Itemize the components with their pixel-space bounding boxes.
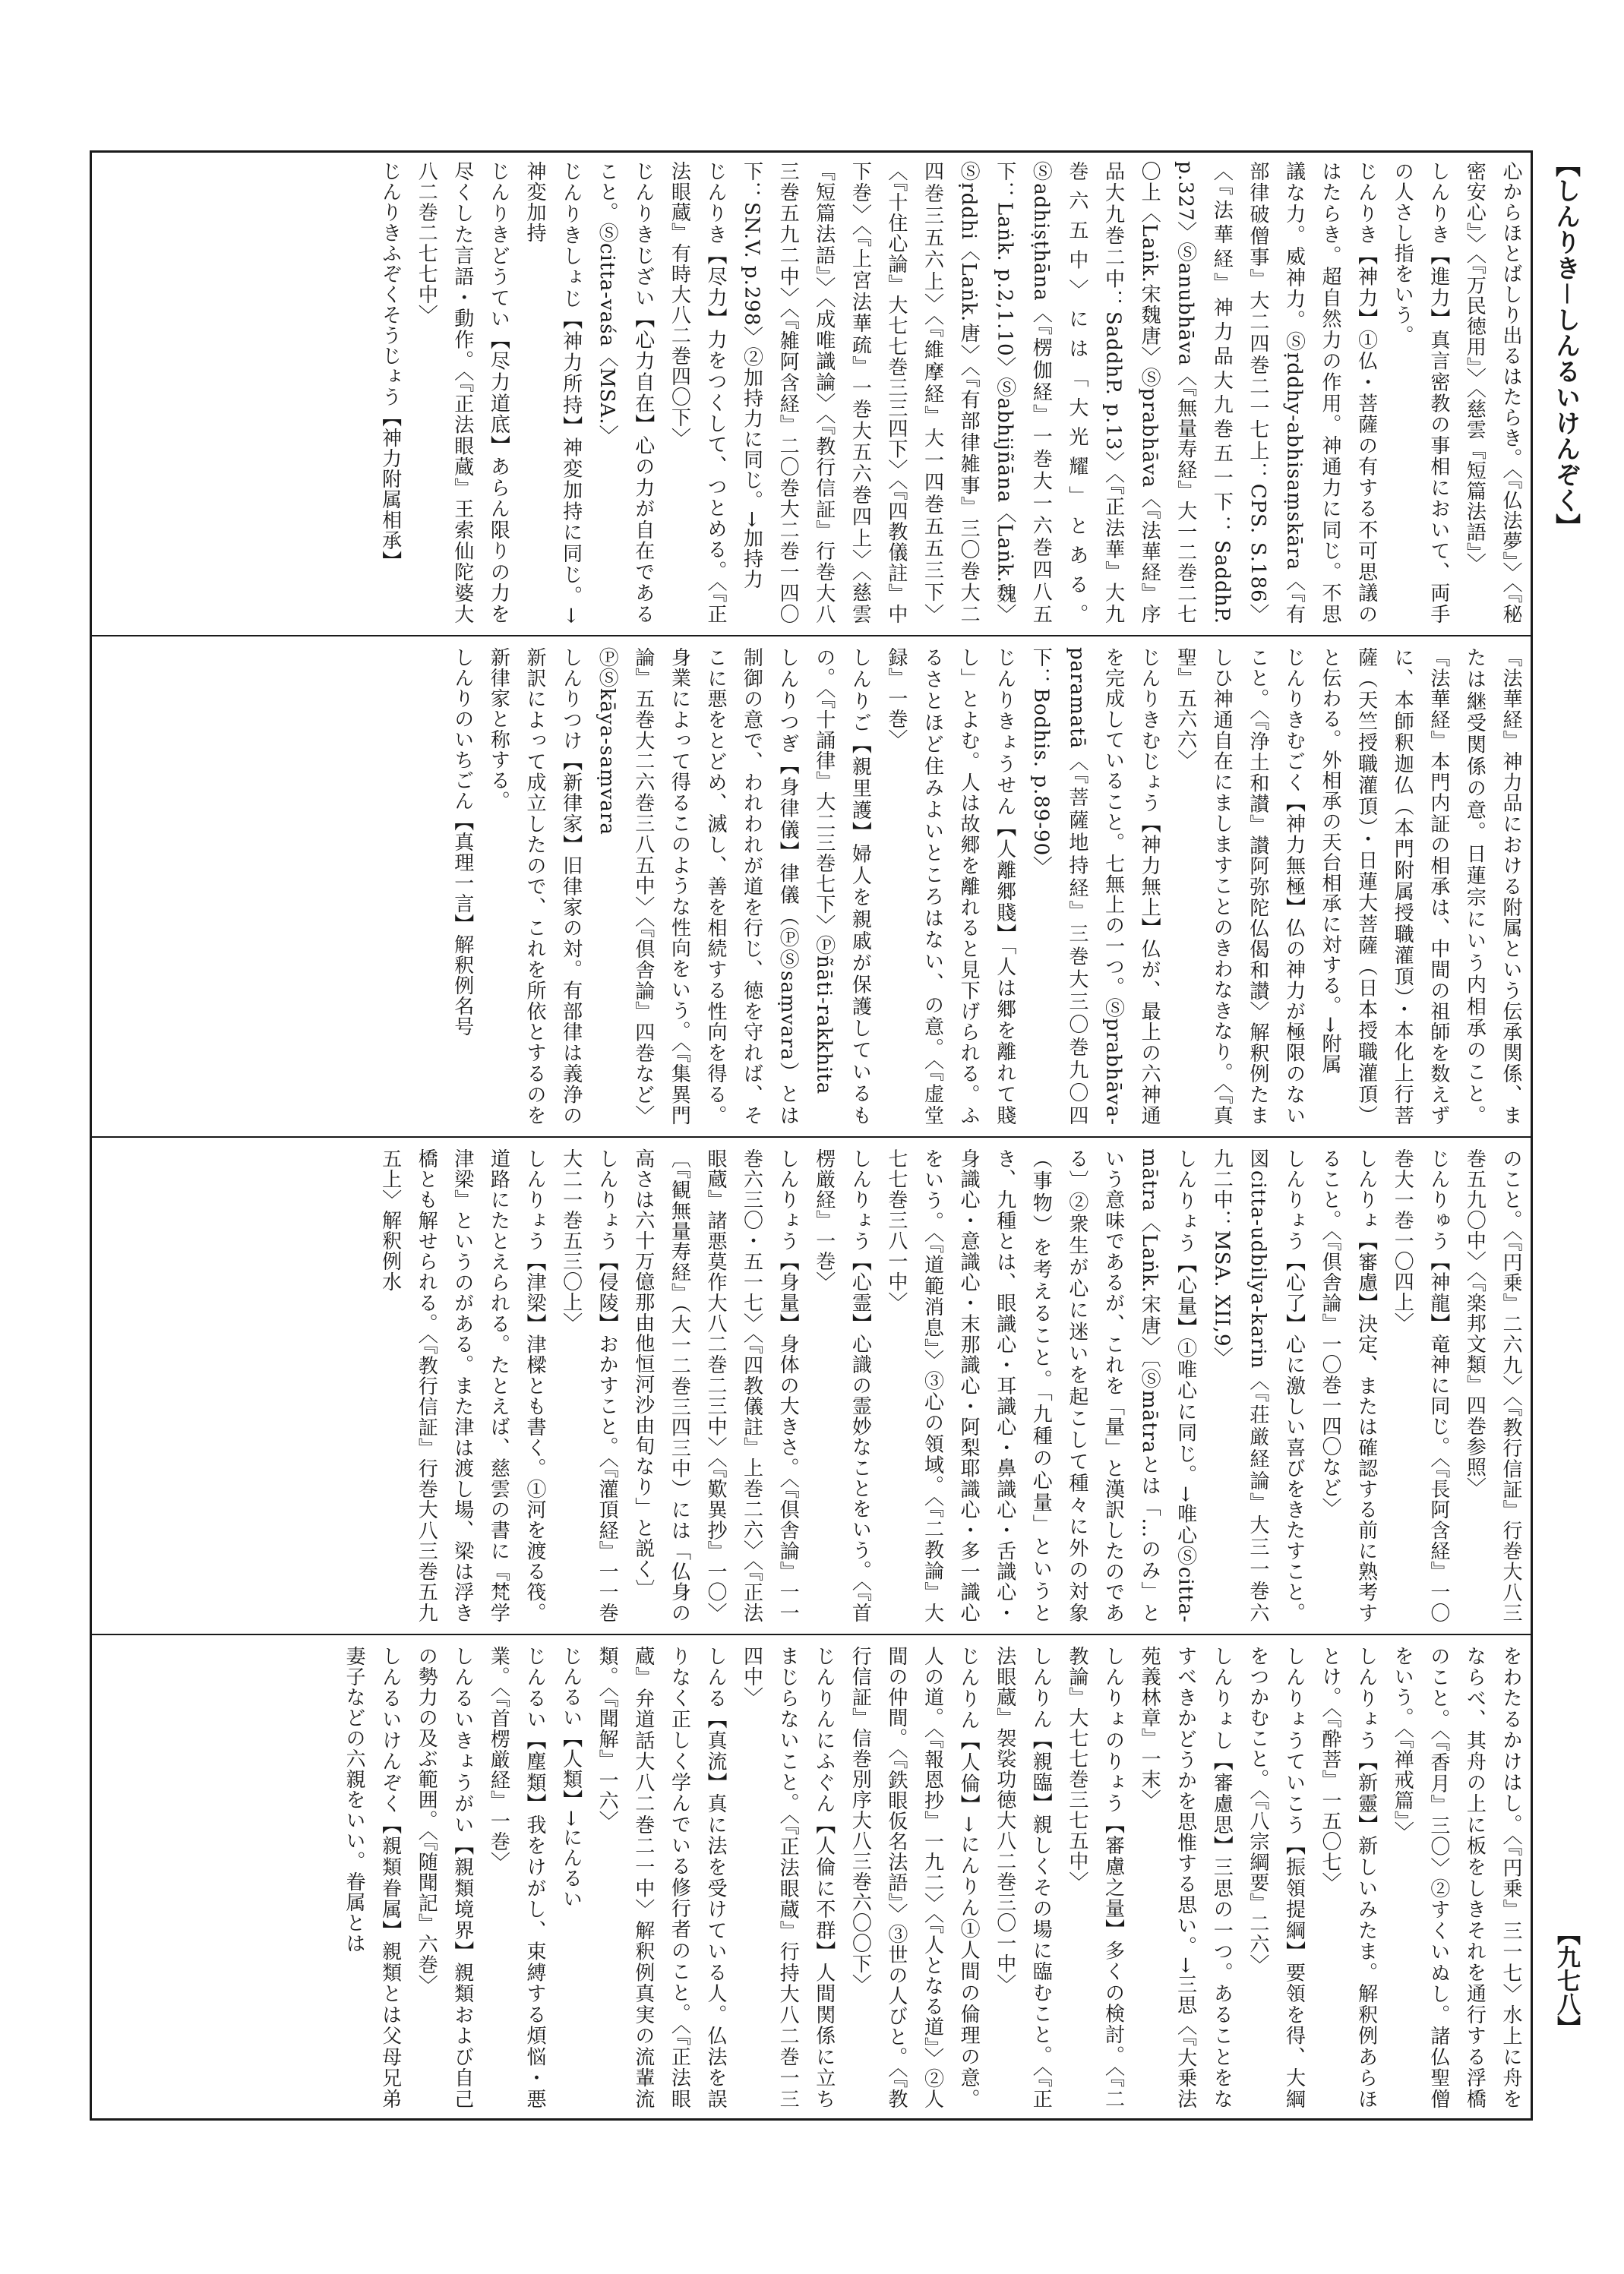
dictionary-entry: じんりんにふぐん【人倫に不群】人間関係に立ちまじらないこと。〈『正法眼蔵』行持大八二巻一三四中〉 <box>740 1646 836 2109</box>
dictionary-entry: しんりょう【身量】身体の大きさ。〈『倶舎論』一一巻六三〇・五一七〉〈『四教儀註』上巻二六〉〈『正法眼蔵』諸悪莫作大八二巻二三中〉〈『歎異抄』一〇〉〔『観無量寿経』（大一二巻三四三中）には「仏身の高さは六十万億那由他恒河沙由旬なり」と説く〕 <box>631 1148 800 1623</box>
dictionary-entry: しんりょのりょう【審慮之量】多くの検討。〈『二教論』大七七巻三七五中〉 <box>1065 1646 1125 2109</box>
dictionary-entry: じんりん【人倫】→にんりん①人間の倫理の意。人の道。〈『報恩抄』一九二〉〈『人となる道』〉②人間の仲間。〈『鉄眼仮名法語』〉③世の人びと。〈『教行信証』信巻別序大八三巻六〇〇下〉 <box>848 1646 981 2109</box>
dictionary-entry: しんるいきょうがい【親類境界】親類および自己の勢力の及ぶ範囲。〈『随聞記』六巻〉 <box>415 1646 474 2109</box>
register-3 <box>94 1148 1528 1623</box>
dictionary-entry: をわたるかけはし。〈『円乗』三一七〉水上に舟をならべ、其舟の上に板をしきそれを通行する浮橋のこと。〈『香月』三〇〉②すくいぬし。諸仏聖僧をいう。〈『禅戒篇』〉 <box>1391 1646 1522 2109</box>
dictionary-entry: しんりょし【審慮思】三思の一つ。あることをなすべきかどうかを思惟する思い。→三思〈『大乗法苑義林章』一末〉 <box>1138 1646 1234 2109</box>
dictionary-entry: じんりきどうてい【尽力道底】あらん限りの力を尽くした言語・動作。〈『正法眼蔵』王索仙陀婆大八二巻二七七中〉 <box>415 161 510 624</box>
dictionary-entry: しんりょうていこう【振領提綱】要領を得、大綱をつかむこと。〈『八宗綱要』二六〉 <box>1246 1646 1306 2109</box>
dictionary-entry: じんりきむごく【神力無極】仏の神力が極限のないこと。〈『浄土和讃』讃阿弥陀仏偈和讃〉解釈例たましひ神通自在にましますことのきわなきなり。〈『真聖』五六六〉 <box>1174 647 1306 1126</box>
dictionary-entry: しんりょう【心了】心に激しい喜びをきたすこと。図citta-udbilya-karin〈『荘厳経論』大三一巻六九二中：MSA. XII,9〉 <box>1210 1148 1306 1623</box>
dictionary-entry: しんるいけんぞく【親類眷属】親類とは父母兄弟妻子などの六親をいい。眷属とは <box>343 1646 402 2109</box>
dictionary-entry: じんりきふぞくそうじょう【神力附属相承】 <box>378 161 402 571</box>
dictionary-entry: じんるい【塵類】我をけがし、束縛する煩悩・悪業。〈『首楞厳経』一巻〉 <box>487 1646 546 2109</box>
dictionary-entry: しんりん【親臨】親しくその場に臨むこと。〈『正法眼蔵』袈裟功徳大八二巻三〇一中〉 <box>993 1646 1053 2109</box>
running-header: 【しんりき－しんるいけんぞく】 <box>1552 152 1581 539</box>
page-number: 【九七八】 <box>1553 1922 1580 2039</box>
dictionary-entry: しんりつぎ【身律儀】律儀（ⓅⓈsaṃvara）とは制御の意で、われわれが道を行じ、徳を守れば、そこに悪をとどめ、滅し、善を相続する性向を得る。身業によって得るこのような性向をいう。〈『集異門論』五巻大二六巻三八五中〉〈『倶舎論』四巻など〉ⓅⓈkāya-saṃvara <box>596 647 800 1126</box>
dictionary-entry: しんりょう【心量】①唯心に同じ。→唯心Ⓢcitta-mātra〈Laṅk.宋唐〉〔Ⓢmātraとは「…のみ」という意味であるが、これを「量」と漢訳したのである〕②衆生が心に迷いを起こして種々に外の対象（事物）を考えること。「九種の心量」というとき、九種とは、眼識心・耳識心・鼻識心・舌識心・身識心・意識心・末那識心・阿梨耶識心・多一識心をいう。〈『道範消息』〉③心の領域。〈『二教論』大七七巻三八一中〉 <box>884 1148 1197 1623</box>
dictionary-entry: しんりょう【侵陵】おかすこと。〈『灌頂経』一一巻大二一巻五三〇上〉 <box>559 1148 619 1623</box>
dictionary-entry: じんりきしょじ【神力所持】神変加持に同じ。→神変加持 <box>523 161 583 624</box>
dictionary-entry: じんりき【尽力】力をつくして、つとめる。〈『正法眼蔵』有時大八二巻四〇下〉 <box>668 161 727 624</box>
register-1 <box>94 161 1528 624</box>
dictionary-entry: のこと。〈『円乗』二六九〉〈『教行信証』行巻大八三巻五九〇中〉〈『楽邦文類』四巻参照〉 <box>1463 1148 1522 1623</box>
dictionary-entry: じんりきむじょう【神力無上】仏が、最上の六神通を完成していること。七無上の一つ。Ⓢprabhāva-paramatā〈『菩薩地持経』三巻大三〇巻九〇四下：Bodhis. p.89-90〉 <box>1029 647 1161 1126</box>
dictionary-entry: じんりきょうせん【人離郷賤】「人は郷を離れて賤し」とよむ。人は故郷を離れると見下げられる。ふるさとほど住みよいところはない、の意。〈『虚堂録』一巻〉 <box>884 647 1016 1126</box>
dictionary-entry: しんりょう【津梁】津樑とも書く。①河を渡る筏。道路にたとえられる。たとえば、慈雲の書に『梵学津梁』というのがある。また津は渡し場、梁は浮き橋とも解せられる。〈『教行信証』行巻大八三巻五九五上〉解釈例水 <box>378 1148 546 1623</box>
dictionary-entry: 心からほとばしり出るはたらき。〈『仏法夢』〉〈『秘密安心』〉〈『万民徳用』〉〈慈雲『短篇法語』〉 <box>1463 161 1522 624</box>
dictionary-entry: しんりのいちごん【真理一言】解釈例名号 <box>450 647 474 1037</box>
register-4 <box>94 1646 1528 2109</box>
register-divider <box>90 635 1533 636</box>
dictionary-entry: じんるい【人類】→にんるい <box>559 1646 583 1909</box>
register-divider <box>90 1136 1533 1138</box>
dictionary-entry: じんりゅう【神龍】竜神に同じ。〈『長阿含経』一〇巻大一巻一〇四上〉 <box>1391 1148 1450 1623</box>
register-2 <box>94 647 1528 1126</box>
dictionary-entry: しんりつけ【新律家】旧律家の対。有部律は義浄の新訳によって成立したので、これを所依とするのを新律家と称する。 <box>487 647 583 1126</box>
dictionary-entry: しんりご【親里護】婦人を親戚が保護しているもの。〈『十誦律』大二三巻七下〉Ⓟñāti-rakkhita <box>812 647 872 1126</box>
register-divider <box>90 1634 1533 1635</box>
dictionary-entry: しんりょ【審慮】決定、または確認する前に熟考すること。〈『倶舎論』一〇巻一四〇など〉 <box>1319 1148 1378 1623</box>
dictionary-entry: じんりきじざい【心力自在】心の力が自在であること。Ⓢcitta-vaśa〈MSA.〉 <box>596 161 655 624</box>
dictionary-entry: 『法華経』神力品における附属という伝承関係、または継受関係の意。日蓮宗にいう内相承のこと。『法華経』本門内証の相承は、中間の祖師を数えずに、本師釈迦仏（本門附属授職灌頂）・本化上行菩薩（天竺授職灌頂）・日蓮大菩薩（日本授職灌頂）と伝わる。外相承の天台相承に対する。→附属 <box>1319 647 1522 1126</box>
dictionary-entry: しんりょう【新靈】新しいみたま。解釈例あらほとけ。〈『酔菩』一五〇七〉 <box>1319 1646 1378 2109</box>
dictionary-entry: しんりょう【心霊】心識の霊妙なことをいう。〈『首楞厳経』一巻〉 <box>812 1148 872 1623</box>
dictionary-entry: しんりき【進力】真言密教の事相において、両手の人さし指をいう。 <box>1391 161 1450 624</box>
dictionary-entry: じんりき【神力】①仏・菩薩の有する不可思議のはたらき。超自然力の作用。神通力に同じ。不思議な力。威神力。Ⓢṛddhy-abhisaṃskāra〈『有部律破僧事』大二四巻二一七上：CPS. S.186〉〈『法華経』神力品大九巻五一下：SaddhP. p.327〉Ⓢanubhāva〈『無量寿経』大一二巻二七〇上〈Laṅk.宋魏唐〉Ⓢprabhāva〈『法華経』序品大九巻二中：SaddhP. p.13〉〈『正法華』大九巻六五中〉には「大光耀」とある。Ⓢadhiṣṭhāna〈『楞伽経』一巻大一六巻四八五下：Laṅk. p.2,1.10〉Ⓢabhijñāna〈Laṅk.魏〉Ⓢṛddhi〈Laṅk.唐〉〈『有部律雑事』三〇巻大二四巻三五六上〉〈『維摩経』大一四巻五五三下〉〈『十住心論』大七七巻三三四下〉〈『四教儀註』中下巻〉〈『上宮法華疏』一巻大五六巻四上〉〈慈雲『短篇法語』〉〈成唯識論〉〈『教行信証』行巻大八三巻五九二中〉〈『雑阿含経』二〇巻大二巻一四〇下：SN.V. p.298〉②加持力に同じ。→加持力 <box>740 161 1378 624</box>
dictionary-entry: しんる【真流】真に法を受けている人。仏法を誤りなく正しく学んでいる修行者のこと。〈『正法眼蔵』弁道話大八二巻二一中〉解釈例真実の流輩流類。〈『聞解』一六〉 <box>596 1646 727 2109</box>
